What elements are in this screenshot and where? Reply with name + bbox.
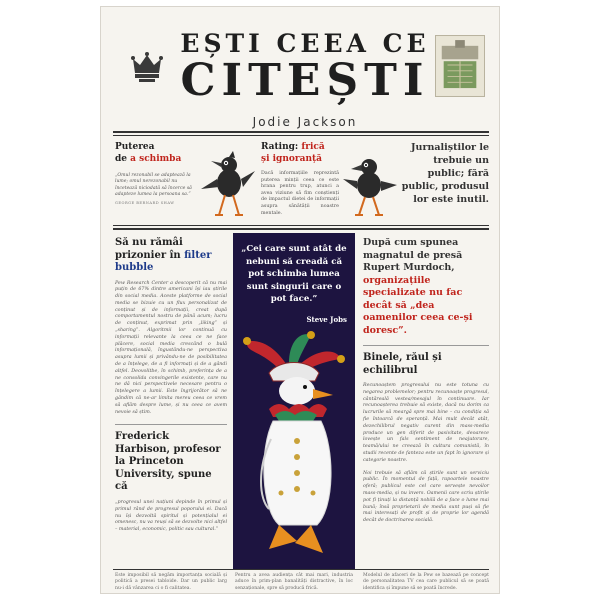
title-line-2: CITEȘTI [180,55,430,106]
top-middle-heading: Rating: frică și ignoranță [261,142,325,164]
center-quote-panel [233,233,355,569]
jester-penguin-illustration [239,329,349,565]
header-rule [113,131,489,133]
panel-attribution: Steve Jobs [306,315,347,324]
section-rule [113,225,489,226]
right-column-paragraph-1: Recunoaștem progresului nu este totuna cu negarea problemelor; pentru recunoaște progresul, cântăreală vestea/mesajul în continuare. Iar recunoașterea trebuie să existe, dacă nu dorim ca lucrurile să meargă spre mai bine – cu condiția să fie întoarcă de speranță. Mai mult decât atât, dezechilibrul negativ curent din mass-media produce un gen diferit de pasivitate, deoarece lovește un fals sentiment de neajutorare, teamă/ului ne creează în cultura comunistă, în studii recente de fanteza este un fapt în ignorare și categorie noastre. [363,383,489,463]
left-column-heading: Să nu rămâi prizonier în filter bubble [115,237,212,273]
top-middle-column [261,141,339,217]
crown-icon [129,51,165,85]
left-column-paragraph-2: „progresul unei națiuni depinde în primul și primul rând de progresul poporului ei. Dacă nu își dezvoltă spiritul și potențialul ei omenesc, nu va reuși să se dezvolte nici altfel – material, economic, politic sau cultural.” [115,499,227,533]
header-rule-thin [113,135,489,136]
top-right-statement: Jurnaliștilor le trebuie un public; fără public, produsul lor este inutil. [401,142,489,205]
panel-quote: „Cei care sunt atât de nebuni să creadă că pot schimba lumea sunt singurii care o pot face.” [241,244,347,304]
right-column-paragraph-2: Noi trebuie să aflăm că știrile sunt un serviciu public. În momentul de față, rapoartele noastre oferă; publicul este cel care servește nevoilor mass-media, și nu invers. Oamenii care scriu știrile pot fi ținuți la distanță nobilă de a face o lume mai bună; însă proprietarii de media sunt puși să fie mai interesați de profit și de proprie lor agendă decât de doctrinarea socială. [363,470,489,524]
right-column-divider [363,345,489,346]
author-name: Jodie Jackson [252,115,358,129]
right-column-heading-2: Binele, răul și echilibrul [363,352,442,376]
top-middle-body: Dacă informațiile reprezintă puterea minții ceea ce este hrana pentru trup, atunci a avea viziune să fim conștienți de impactul dietei de informații asupra sănătății noastre mentale. [261,171,339,216]
section-rule-thick [113,228,489,230]
book-cover [100,6,500,594]
center-bottom-text: Pentru a avea audiența cât mai mari, industria aduce în prim-plan banalități distractive, în loc senzaționale, spre să producă frică. [235,573,353,591]
bottom-rule [113,569,489,570]
left-column-divider [115,424,227,425]
left-column [115,237,227,534]
right-column [363,237,489,525]
top-left-quote: „Omul rezonabil se adaptează la lume; omul nerezonabil nu încetează niciodată să încerce să adapteze lumea la persoana sa.” [115,173,192,198]
crow-illustration-right [341,149,399,223]
crow-illustration-left [199,149,257,223]
castle-illustration [435,35,485,97]
left-column-paragraph-1: Pew Research Center a descoperit că nu mai puțin de 67% dintre americani își iau știrile din social media. Aceste platforme de social media se bizuie cu un flux personalizat de conținut și de informații, creat după comportamentul nostru de până acum; lucru de conținut, exprimat prin „liking” și „sharing”. Algoritmii lor continuă cu informații relevante la ceea ce ne face plăcere, social media crescând o bulă informațională, îngustându-ne perspectiva asupra lumii și privându-ne de posibilitatea de a înțelege, de a fi informați și de a gândi altfel. Deovolitbe, în schimb, preferința de a ne consolida convingerile existente, care nu ne dă nici perspectivele necesare pentru o înțelegere a lumii. Este îngrijorător să ne gândim că ne-ar limita mereu ceea ce vrem să aflăm despre lume, și nu ceea ce avem nevoie să știm. [115,280,227,415]
left-column-heading-2: Frederick Harbison, profesor la Princeton University, spune că [115,431,221,493]
right-column-heading: După cum spunea magnatul de presă Rupert Murdoch, organizațiile specializate nu fac decât să „dea oamenilor ceea ce-și doresc”. [363,237,473,336]
top-left-heading: Puterea de a schimba [115,142,182,164]
top-left-column [115,141,195,205]
title-line-1: EȘTI CEEA CE [180,29,430,58]
top-left-attribution: GEORGE BERNARD SHAW [115,200,175,205]
right-bottom-text: Modelul de afaceri de la Pew se bazează pe concept de personalitatea TV cea care publicul să se poată identifica și împune să se poată încrede. [363,573,489,591]
left-bottom-text: Este imposibil să negăm importanța socială și politică a presei tabloide. Dar un public larg nu-i dă vânzarea ci o fi calitatea. [115,573,227,591]
